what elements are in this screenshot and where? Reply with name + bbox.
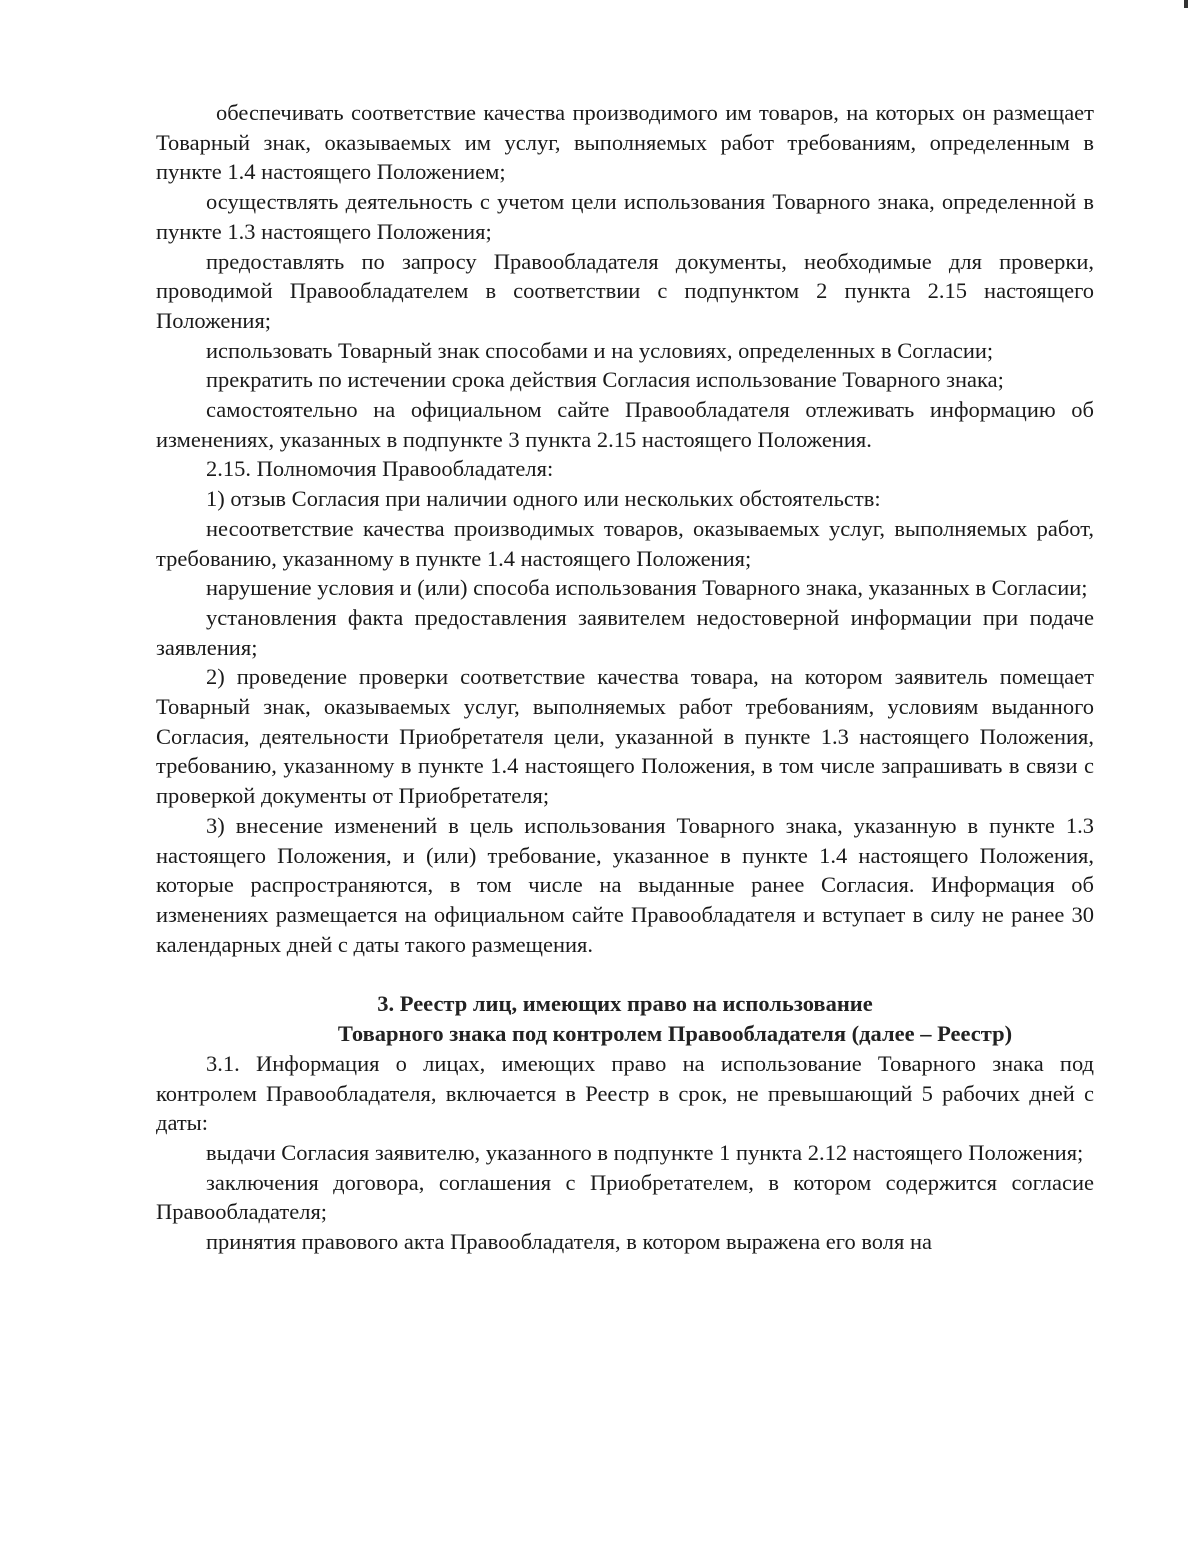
paragraph-false-information: установления факта предоставления заявителем недостоверной информации при подаче заявления; bbox=[156, 604, 1094, 660]
paragraph-registry-inclusion: 3.1. Информация о лицах, имеющих право на использование Товарного знака под контролем Правообладателя, включается в Реестр в срок, не превышающий 5 рабочих дней с даты: bbox=[156, 1050, 1094, 1136]
paragraph-legal-act: принятия правового акта Правообладателя, в котором выражена его воля на bbox=[206, 1229, 932, 1255]
section-heading-line-2: Товарного знака под контролем Правообладателя (далее – Реестр) bbox=[337, 1021, 1013, 1047]
paragraph-amendments: 3) внесение изменений в цель использования Товарного знака, указанную в пункте 1.3 настоящего Положения, и (или) требование, указанное в пункте 1.4 настоящего Положения, которые распространяются, в том числе на выданные ранее Согласия. Информация об изменениях размещается на официальном сайте Правообладателя и вступает в силу не ранее 30 календарных дней с даты такого размещения. bbox=[156, 812, 1094, 957]
paragraph-provide-documents: предоставлять по запросу Правообладателя документы, необходимые для проверки, проводимой Правообладателем в соответствии с подпунктом 2 пункта 2.15 настоящего Положения; bbox=[156, 248, 1094, 333]
scan-artifact-mark bbox=[1184, 0, 1188, 8]
paragraph-track-changes: самостоятельно на официальном сайте Правообладателя отлеживать информацию об изменениях, указанных в подпункте 3 пункта 2.15 настоящего Положения. bbox=[156, 397, 1094, 452]
paragraph-quality-mismatch: несоответствие качества производимых товаров, оказываемых услуг, выполняемых работ, требованию, указанному в пункте 1.4 настоящего Положения; bbox=[156, 515, 1094, 571]
paragraph-consent-issuance: выдачи Согласия заявителю, указанного в подпункте 1 пункта 2.12 настоящего Положения; bbox=[206, 1139, 1084, 1165]
paragraph-stop-use: прекратить по истечении срока действия Согласия использование Товарного знака; bbox=[206, 367, 1004, 393]
paragraph-condition-violation: нарушение условия и (или) способа использования Товарного знака, указанных в Согласии; bbox=[206, 575, 1088, 601]
paragraph-contract-conclusion: заключения договора, соглашения с Приобретателем, в котором содержится согласие Правообладателя; bbox=[156, 1169, 1094, 1225]
section-heading bbox=[156, 989, 1094, 1048]
paragraph-revoke-consent: 1) отзыв Согласия при наличии одного или нескольких обстоятельств: bbox=[206, 486, 881, 512]
paragraph-quality-compliance: обеспечивать соответствие качества производимого им товаров, на которых он размещает Товарный знак, оказываемых им услуг, выполняемых работ требованиям, определенным в пункте 1.4 настоящего Положением; bbox=[156, 100, 1094, 185]
paragraph-use-methods: использовать Товарный знак способами и на условиях, определенных в Согласии; bbox=[206, 337, 994, 363]
section-heading-line-1: 3. Реестр лиц, имеющих право на использование bbox=[377, 991, 873, 1017]
document-page bbox=[156, 98, 1094, 1257]
paragraph-powers-title: 2.15. Полномочия Правообладателя: bbox=[206, 456, 554, 482]
paragraph-inspection: 2) проведение проверки соответствие качества товара, на котором заявитель помещает Товарный знак, оказываемых услуг, выполняемых работ требованиям, условиям выданного Согласия, деятельности Приобретателя цели, указанной в пункте 1.3 настоящего Положения, требованию, указанному в пункте 1.4 настоящего Положения, в том числе запрашивать в связи с проверкой документы от Приобретателя; bbox=[156, 664, 1094, 809]
paragraph-activity-purpose: осуществлять деятельность с учетом цели использования Товарного знака, определенной в пункте 1.3 настоящего Положения; bbox=[156, 189, 1094, 244]
